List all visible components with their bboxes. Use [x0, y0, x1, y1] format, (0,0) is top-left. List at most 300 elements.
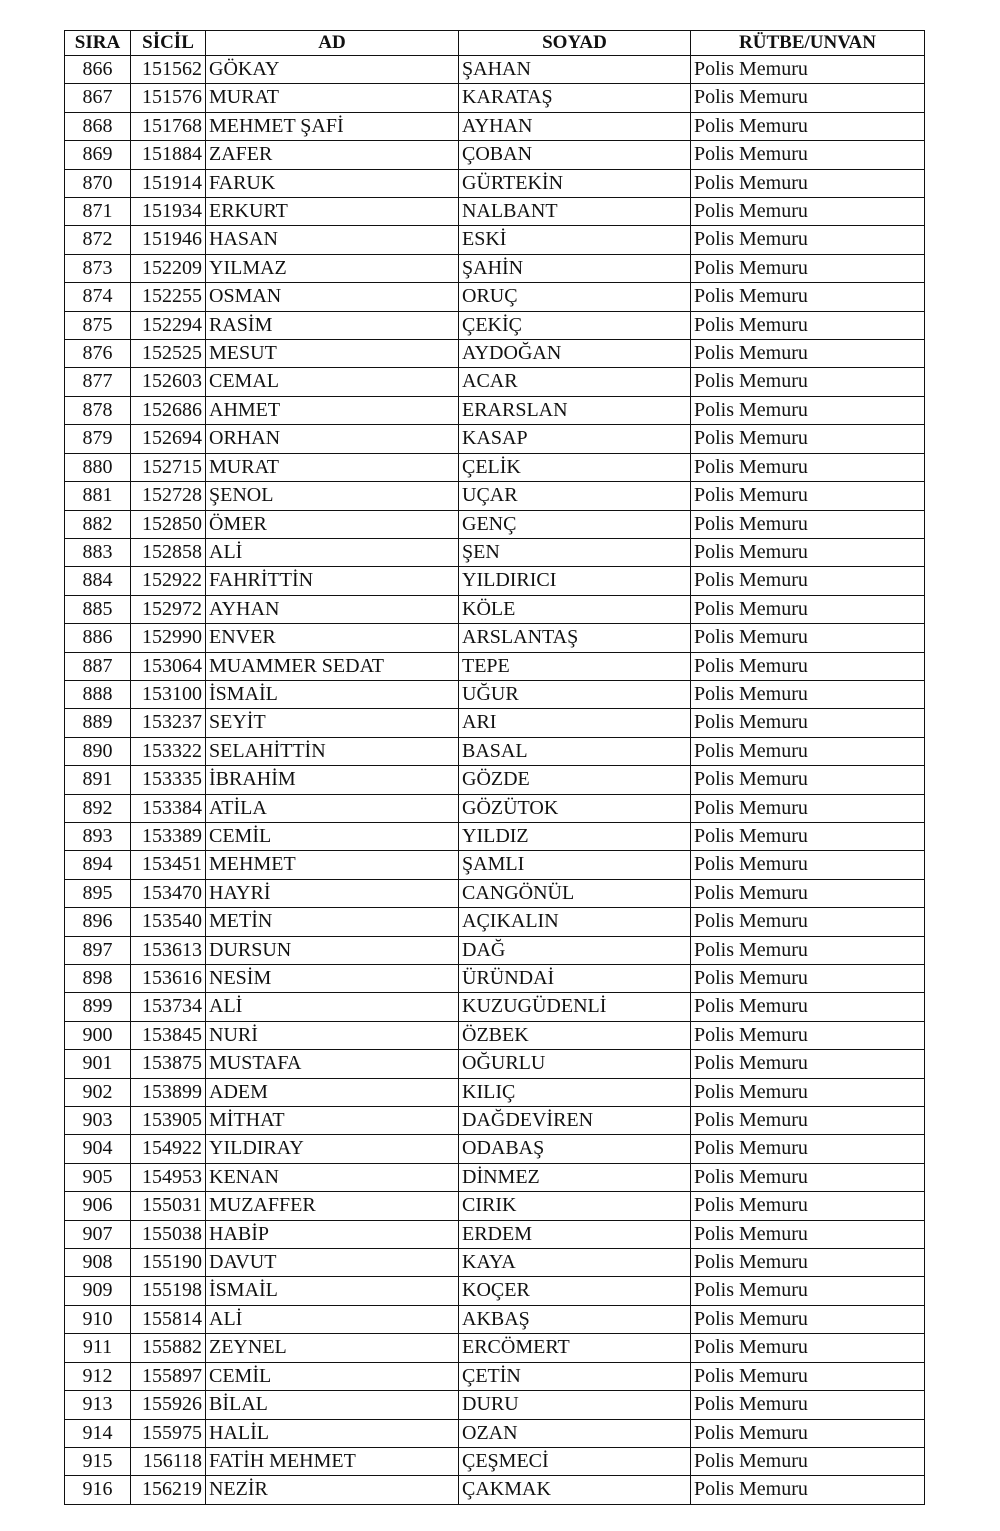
cell-ad: METİN	[206, 908, 459, 936]
cell-ad: ÖMER	[206, 510, 459, 538]
cell-ad: ATİLA	[206, 794, 459, 822]
table-row	[65, 1163, 925, 1191]
cell-sira: 887	[65, 652, 131, 680]
cell-soyad: AYDOĞAN	[459, 340, 691, 368]
table-row	[65, 254, 925, 282]
cell-ad: RASİM	[206, 311, 459, 339]
table-row	[65, 169, 925, 197]
cell-soyad: ŞAHİN	[459, 254, 691, 282]
table-row	[65, 368, 925, 396]
cell-soyad: ÇEŞMECİ	[459, 1447, 691, 1475]
cell-sira: 884	[65, 567, 131, 595]
cell-soyad: ERARSLAN	[459, 396, 691, 424]
cell-rutbe: Polis Memuru	[691, 368, 925, 396]
table-row	[65, 766, 925, 794]
table-row	[65, 1220, 925, 1248]
cell-soyad: BASAL	[459, 737, 691, 765]
cell-sira: 876	[65, 340, 131, 368]
cell-rutbe: Polis Memuru	[691, 1447, 925, 1475]
cell-ad: HASAN	[206, 226, 459, 254]
table-row	[65, 567, 925, 595]
cell-soyad: KÖLE	[459, 595, 691, 623]
cell-rutbe: Polis Memuru	[691, 794, 925, 822]
cell-ad: BİLAL	[206, 1391, 459, 1419]
table-row	[65, 709, 925, 737]
cell-rutbe: Polis Memuru	[691, 1135, 925, 1163]
cell-sicil: 153237	[131, 709, 206, 737]
cell-rutbe: Polis Memuru	[691, 1419, 925, 1447]
cell-sicil: 153734	[131, 993, 206, 1021]
cell-ad: FATİH MEHMET	[206, 1447, 459, 1475]
personnel-table	[64, 30, 925, 1505]
table-row	[65, 141, 925, 169]
cell-rutbe: Polis Memuru	[691, 652, 925, 680]
cell-soyad: ÇEKİÇ	[459, 311, 691, 339]
cell-sicil: 156219	[131, 1476, 206, 1504]
cell-sicil: 151576	[131, 84, 206, 112]
table-row	[65, 1476, 925, 1504]
cell-ad: MUSTAFA	[206, 1050, 459, 1078]
cell-ad: NURİ	[206, 1021, 459, 1049]
cell-sira: 898	[65, 965, 131, 993]
table-row	[65, 965, 925, 993]
table-row	[65, 652, 925, 680]
cell-rutbe: Polis Memuru	[691, 766, 925, 794]
cell-soyad: ÇELİK	[459, 453, 691, 481]
table-row	[65, 538, 925, 566]
cell-sicil: 153384	[131, 794, 206, 822]
cell-sira: 903	[65, 1107, 131, 1135]
cell-sicil: 151884	[131, 141, 206, 169]
table-row	[65, 1334, 925, 1362]
cell-soyad: KAYA	[459, 1249, 691, 1277]
cell-sicil: 152525	[131, 340, 206, 368]
cell-sira: 886	[65, 624, 131, 652]
table-row	[65, 1249, 925, 1277]
cell-soyad: YILDIZ	[459, 822, 691, 850]
cell-sicil: 151934	[131, 198, 206, 226]
cell-soyad: KOÇER	[459, 1277, 691, 1305]
table-body	[65, 56, 925, 1505]
table-row	[65, 851, 925, 879]
cell-soyad: ŞAMLI	[459, 851, 691, 879]
cell-sicil: 155814	[131, 1305, 206, 1333]
cell-sira: 885	[65, 595, 131, 623]
cell-sicil: 152972	[131, 595, 206, 623]
cell-soyad: ÜRÜNDAİ	[459, 965, 691, 993]
cell-sicil: 152209	[131, 254, 206, 282]
cell-ad: DAVUT	[206, 1249, 459, 1277]
cell-rutbe: Polis Memuru	[691, 908, 925, 936]
cell-sira: 916	[65, 1476, 131, 1504]
table-row	[65, 822, 925, 850]
cell-soyad: ESKİ	[459, 226, 691, 254]
cell-sira: 889	[65, 709, 131, 737]
cell-rutbe: Polis Memuru	[691, 965, 925, 993]
cell-sicil: 153540	[131, 908, 206, 936]
cell-soyad: ŞAHAN	[459, 56, 691, 84]
cell-sicil: 152603	[131, 368, 206, 396]
cell-soyad: ÖZBEK	[459, 1021, 691, 1049]
cell-sira: 894	[65, 851, 131, 879]
cell-soyad: KUZUGÜDENLİ	[459, 993, 691, 1021]
table-row	[65, 84, 925, 112]
cell-rutbe: Polis Memuru	[691, 936, 925, 964]
cell-ad: AYHAN	[206, 595, 459, 623]
table-row	[65, 56, 925, 84]
cell-sira: 909	[65, 1277, 131, 1305]
cell-sira: 913	[65, 1391, 131, 1419]
cell-sira: 883	[65, 538, 131, 566]
cell-ad: ORHAN	[206, 425, 459, 453]
cell-soyad: ARSLANTAŞ	[459, 624, 691, 652]
cell-soyad: TEPE	[459, 652, 691, 680]
cell-soyad: DAĞ	[459, 936, 691, 964]
cell-ad: İSMAİL	[206, 680, 459, 708]
cell-rutbe: Polis Memuru	[691, 680, 925, 708]
cell-soyad: GÖZDE	[459, 766, 691, 794]
cell-sira: 868	[65, 112, 131, 140]
table-row	[65, 879, 925, 907]
table-row	[65, 1192, 925, 1220]
cell-rutbe: Polis Memuru	[691, 993, 925, 1021]
cell-sicil: 152990	[131, 624, 206, 652]
cell-sira: 875	[65, 311, 131, 339]
cell-ad: ERKURT	[206, 198, 459, 226]
table-row	[65, 936, 925, 964]
cell-sira: 869	[65, 141, 131, 169]
cell-sira: 900	[65, 1021, 131, 1049]
cell-sira: 873	[65, 254, 131, 282]
cell-soyad: OZAN	[459, 1419, 691, 1447]
cell-soyad: AKBAŞ	[459, 1305, 691, 1333]
cell-sicil: 153845	[131, 1021, 206, 1049]
cell-sicil: 153389	[131, 822, 206, 850]
cell-sicil: 152694	[131, 425, 206, 453]
cell-ad: SEYİT	[206, 709, 459, 737]
table-row	[65, 1447, 925, 1475]
cell-sira: 904	[65, 1135, 131, 1163]
cell-rutbe: Polis Memuru	[691, 1305, 925, 1333]
cell-sira: 871	[65, 198, 131, 226]
cell-sira: 907	[65, 1220, 131, 1248]
cell-ad: MUZAFFER	[206, 1192, 459, 1220]
cell-rutbe: Polis Memuru	[691, 141, 925, 169]
cell-soyad: CIRIK	[459, 1192, 691, 1220]
cell-sicil: 156118	[131, 1447, 206, 1475]
cell-ad: MURAT	[206, 453, 459, 481]
cell-ad: ŞENOL	[206, 482, 459, 510]
cell-rutbe: Polis Memuru	[691, 1334, 925, 1362]
cell-rutbe: Polis Memuru	[691, 1249, 925, 1277]
cell-ad: DURSUN	[206, 936, 459, 964]
cell-soyad: NALBANT	[459, 198, 691, 226]
cell-sicil: 152294	[131, 311, 206, 339]
cell-rutbe: Polis Memuru	[691, 737, 925, 765]
table-row	[65, 1135, 925, 1163]
table-row	[65, 283, 925, 311]
cell-soyad: ODABAŞ	[459, 1135, 691, 1163]
cell-sira: 882	[65, 510, 131, 538]
cell-rutbe: Polis Memuru	[691, 1277, 925, 1305]
cell-ad: MEHMET ŞAFİ	[206, 112, 459, 140]
cell-soyad: KASAP	[459, 425, 691, 453]
cell-sira: 906	[65, 1192, 131, 1220]
cell-rutbe: Polis Memuru	[691, 482, 925, 510]
cell-sira: 878	[65, 396, 131, 424]
cell-ad: MUAMMER SEDAT	[206, 652, 459, 680]
table-row	[65, 1107, 925, 1135]
cell-sicil: 151562	[131, 56, 206, 84]
cell-ad: HAYRİ	[206, 879, 459, 907]
cell-ad: CEMİL	[206, 822, 459, 850]
cell-rutbe: Polis Memuru	[691, 1078, 925, 1106]
cell-sira: 899	[65, 993, 131, 1021]
cell-ad: OSMAN	[206, 283, 459, 311]
table-row	[65, 680, 925, 708]
cell-sicil: 153613	[131, 936, 206, 964]
table-row	[65, 1362, 925, 1390]
cell-sicil: 155882	[131, 1334, 206, 1362]
cell-sira: 912	[65, 1362, 131, 1390]
cell-sira: 877	[65, 368, 131, 396]
cell-sicil: 153905	[131, 1107, 206, 1135]
table-row	[65, 453, 925, 481]
cell-rutbe: Polis Memuru	[691, 425, 925, 453]
table-row	[65, 396, 925, 424]
cell-sira: 893	[65, 822, 131, 850]
cell-ad: YILDIRAY	[206, 1135, 459, 1163]
table-row	[65, 1419, 925, 1447]
cell-rutbe: Polis Memuru	[691, 1220, 925, 1248]
table-row	[65, 1305, 925, 1333]
cell-rutbe: Polis Memuru	[691, 1050, 925, 1078]
cell-rutbe: Polis Memuru	[691, 254, 925, 282]
cell-ad: ENVER	[206, 624, 459, 652]
cell-sira: 880	[65, 453, 131, 481]
cell-ad: SELAHİTTİN	[206, 737, 459, 765]
cell-sira: 895	[65, 879, 131, 907]
cell-sicil: 154922	[131, 1135, 206, 1163]
cell-soyad: ACAR	[459, 368, 691, 396]
table-row	[65, 1391, 925, 1419]
cell-sira: 879	[65, 425, 131, 453]
cell-soyad: DAĞDEVİREN	[459, 1107, 691, 1135]
cell-ad: ADEM	[206, 1078, 459, 1106]
cell-rutbe: Polis Memuru	[691, 1192, 925, 1220]
cell-sira: 888	[65, 680, 131, 708]
cell-rutbe: Polis Memuru	[691, 595, 925, 623]
header-rutbe: RÜTBE/UNVAN	[691, 31, 925, 56]
cell-sicil: 151946	[131, 226, 206, 254]
cell-ad: MESUT	[206, 340, 459, 368]
cell-sicil: 151914	[131, 169, 206, 197]
cell-ad: ALİ	[206, 993, 459, 1021]
cell-sicil: 153899	[131, 1078, 206, 1106]
cell-rutbe: Polis Memuru	[691, 1362, 925, 1390]
cell-sira: 896	[65, 908, 131, 936]
cell-sira: 866	[65, 56, 131, 84]
cell-rutbe: Polis Memuru	[691, 1107, 925, 1135]
cell-sira: 897	[65, 936, 131, 964]
cell-soyad: KARATAŞ	[459, 84, 691, 112]
cell-rutbe: Polis Memuru	[691, 84, 925, 112]
table-row	[65, 510, 925, 538]
cell-soyad: ŞEN	[459, 538, 691, 566]
cell-soyad: OĞURLU	[459, 1050, 691, 1078]
cell-ad: HABİP	[206, 1220, 459, 1248]
cell-sicil: 152255	[131, 283, 206, 311]
header-ad: AD	[206, 31, 459, 56]
cell-ad: MİTHAT	[206, 1107, 459, 1135]
cell-rutbe: Polis Memuru	[691, 822, 925, 850]
table-row	[65, 198, 925, 226]
cell-sira: 911	[65, 1334, 131, 1362]
cell-sicil: 153470	[131, 879, 206, 907]
table-header-row	[65, 31, 925, 56]
cell-rutbe: Polis Memuru	[691, 198, 925, 226]
cell-sicil: 152850	[131, 510, 206, 538]
cell-ad: ZAFER	[206, 141, 459, 169]
cell-rutbe: Polis Memuru	[691, 396, 925, 424]
cell-sira: 902	[65, 1078, 131, 1106]
cell-rutbe: Polis Memuru	[691, 510, 925, 538]
cell-soyad: ÇETİN	[459, 1362, 691, 1390]
cell-rutbe: Polis Memuru	[691, 226, 925, 254]
cell-soyad: AYHAN	[459, 112, 691, 140]
cell-ad: HALİL	[206, 1419, 459, 1447]
cell-soyad: DURU	[459, 1391, 691, 1419]
cell-soyad: UĞUR	[459, 680, 691, 708]
cell-ad: CEMAL	[206, 368, 459, 396]
cell-sicil: 155031	[131, 1192, 206, 1220]
cell-ad: YILMAZ	[206, 254, 459, 282]
cell-rutbe: Polis Memuru	[691, 1476, 925, 1504]
cell-soyad: ORUÇ	[459, 283, 691, 311]
table-row	[65, 112, 925, 140]
cell-rutbe: Polis Memuru	[691, 340, 925, 368]
table-row	[65, 1050, 925, 1078]
cell-sicil: 152922	[131, 567, 206, 595]
cell-rutbe: Polis Memuru	[691, 709, 925, 737]
cell-sira: 870	[65, 169, 131, 197]
table-row	[65, 624, 925, 652]
cell-rutbe: Polis Memuru	[691, 879, 925, 907]
cell-sira: 914	[65, 1419, 131, 1447]
cell-rutbe: Polis Memuru	[691, 538, 925, 566]
cell-soyad: AÇIKALIN	[459, 908, 691, 936]
cell-rutbe: Polis Memuru	[691, 169, 925, 197]
cell-sicil: 155926	[131, 1391, 206, 1419]
cell-ad: CEMİL	[206, 1362, 459, 1390]
cell-rutbe: Polis Memuru	[691, 567, 925, 595]
cell-rutbe: Polis Memuru	[691, 56, 925, 84]
cell-sira: 867	[65, 84, 131, 112]
cell-rutbe: Polis Memuru	[691, 112, 925, 140]
table-row	[65, 425, 925, 453]
table-row	[65, 794, 925, 822]
table-row	[65, 993, 925, 1021]
cell-soyad: ERCÖMERT	[459, 1334, 691, 1362]
cell-sicil: 153451	[131, 851, 206, 879]
cell-ad: KENAN	[206, 1163, 459, 1191]
cell-ad: ALİ	[206, 538, 459, 566]
cell-sira: 905	[65, 1163, 131, 1191]
cell-soyad: ÇOBAN	[459, 141, 691, 169]
cell-sicil: 152715	[131, 453, 206, 481]
cell-soyad: GÖZÜTOK	[459, 794, 691, 822]
cell-sicil: 152728	[131, 482, 206, 510]
cell-rutbe: Polis Memuru	[691, 1021, 925, 1049]
cell-sicil: 155190	[131, 1249, 206, 1277]
table-row	[65, 1078, 925, 1106]
cell-ad: AHMET	[206, 396, 459, 424]
cell-sira: 892	[65, 794, 131, 822]
cell-sira: 901	[65, 1050, 131, 1078]
cell-sicil: 153335	[131, 766, 206, 794]
cell-ad: İSMAİL	[206, 1277, 459, 1305]
cell-ad: GÖKAY	[206, 56, 459, 84]
cell-ad: FAHRİTTİN	[206, 567, 459, 595]
cell-sira: 890	[65, 737, 131, 765]
cell-soyad: GENÇ	[459, 510, 691, 538]
cell-sicil: 155038	[131, 1220, 206, 1248]
cell-sicil: 155198	[131, 1277, 206, 1305]
cell-sicil: 153322	[131, 737, 206, 765]
table-row	[65, 595, 925, 623]
cell-sira: 891	[65, 766, 131, 794]
table-row	[65, 340, 925, 368]
cell-rutbe: Polis Memuru	[691, 283, 925, 311]
cell-rutbe: Polis Memuru	[691, 453, 925, 481]
cell-ad: ZEYNEL	[206, 1334, 459, 1362]
cell-sira: 872	[65, 226, 131, 254]
header-sicil: SİCİL	[131, 31, 206, 56]
cell-soyad: GÜRTEKİN	[459, 169, 691, 197]
cell-sicil: 152858	[131, 538, 206, 566]
table-row	[65, 908, 925, 936]
cell-sicil: 153616	[131, 965, 206, 993]
cell-soyad: KILIÇ	[459, 1078, 691, 1106]
table-row	[65, 1021, 925, 1049]
cell-sicil: 155897	[131, 1362, 206, 1390]
header-sira: SIRA	[65, 31, 131, 56]
cell-soyad: ERDEM	[459, 1220, 691, 1248]
cell-sira: 915	[65, 1447, 131, 1475]
cell-sicil: 153100	[131, 680, 206, 708]
table-row	[65, 737, 925, 765]
cell-soyad: ÇAKMAK	[459, 1476, 691, 1504]
cell-rutbe: Polis Memuru	[691, 311, 925, 339]
cell-soyad: UÇAR	[459, 482, 691, 510]
cell-ad: ALİ	[206, 1305, 459, 1333]
cell-sicil: 153064	[131, 652, 206, 680]
cell-rutbe: Polis Memuru	[691, 624, 925, 652]
cell-ad: FARUK	[206, 169, 459, 197]
cell-ad: MURAT	[206, 84, 459, 112]
table-row	[65, 482, 925, 510]
cell-rutbe: Polis Memuru	[691, 1163, 925, 1191]
cell-sira: 910	[65, 1305, 131, 1333]
cell-ad: NESİM	[206, 965, 459, 993]
table-row	[65, 311, 925, 339]
cell-sicil: 153875	[131, 1050, 206, 1078]
cell-soyad: YILDIRICI	[459, 567, 691, 595]
cell-sira: 874	[65, 283, 131, 311]
cell-sicil: 151768	[131, 112, 206, 140]
cell-sicil: 154953	[131, 1163, 206, 1191]
cell-soyad: CANGÖNÜL	[459, 879, 691, 907]
